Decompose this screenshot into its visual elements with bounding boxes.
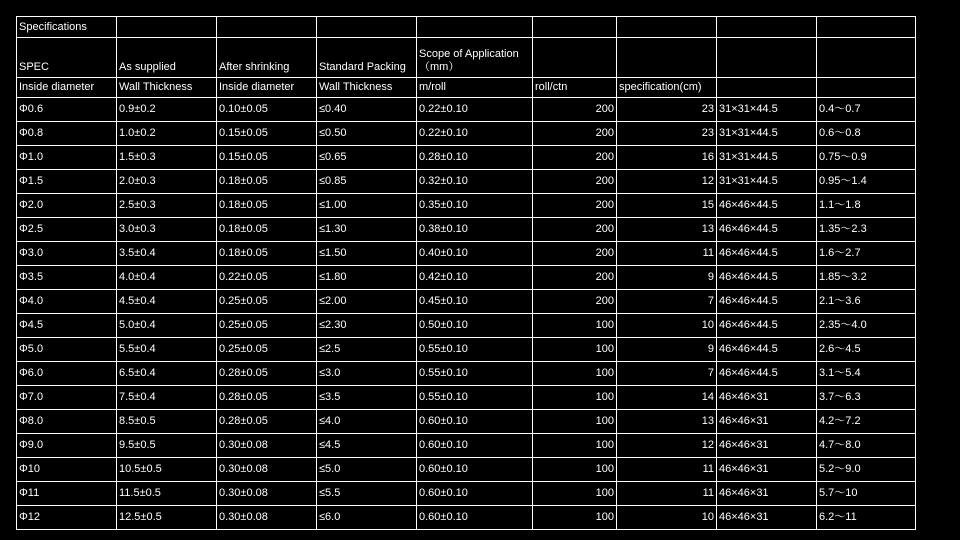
cell-as-supplied-wall-thickness: 6.5±0.4 <box>117 362 217 386</box>
cell-m-per-roll: 0.42±0.10 <box>417 266 533 290</box>
cell-spec-inside-diameter: Φ3.5 <box>17 266 117 290</box>
cell-spec-inside-diameter: Φ7.0 <box>17 386 117 410</box>
cell-specification-cm: 15 <box>617 194 717 218</box>
specifications-table <box>16 16 916 530</box>
cell-roll-per-ctn: 100 <box>533 362 617 386</box>
cell-shrunk-inside-diameter: 0.25±0.05 <box>217 338 317 362</box>
cell-as-supplied-wall-thickness: 4.0±0.4 <box>117 266 217 290</box>
cell-as-supplied-wall-thickness: 2.5±0.3 <box>117 194 217 218</box>
cell-application-range: 0.95～1.4 <box>817 170 916 194</box>
subheader-specification-cm: specification(cm) <box>617 78 717 98</box>
cell-carton-size: 46×46×31 <box>717 506 817 530</box>
cell-specification-cm: 13 <box>617 218 717 242</box>
cell-specification-cm: 11 <box>617 242 717 266</box>
cell-shrunk-wall-thickness: ≤2.00 <box>317 290 417 314</box>
cell-specification-cm: 23 <box>617 98 717 122</box>
cell-roll-per-ctn: 200 <box>533 122 617 146</box>
table-row <box>17 266 916 290</box>
cell-roll-per-ctn: 200 <box>533 218 617 242</box>
cell-as-supplied-wall-thickness: 2.0±0.3 <box>117 170 217 194</box>
cell-spec-inside-diameter: Φ4.5 <box>17 314 117 338</box>
header-standard-packing: Standard Packing <box>317 38 417 78</box>
cell-shrunk-inside-diameter: 0.25±0.05 <box>217 290 317 314</box>
cell-m-per-roll: 0.32±0.10 <box>417 170 533 194</box>
cell-application-range: 5.7～10 <box>817 482 916 506</box>
table-row <box>17 218 916 242</box>
cell-application-range: 2.35～4.0 <box>817 314 916 338</box>
table-row <box>17 410 916 434</box>
cell-shrunk-wall-thickness: ≤4.5 <box>317 434 417 458</box>
cell-m-per-roll: 0.35±0.10 <box>417 194 533 218</box>
cell-shrunk-wall-thickness: ≤2.5 <box>317 338 417 362</box>
cell-spec-inside-diameter: Φ5.0 <box>17 338 117 362</box>
table-row <box>17 506 916 530</box>
cell-m-per-roll: 0.60±0.10 <box>417 506 533 530</box>
cell-application-range: 0.75～0.9 <box>817 146 916 170</box>
cell-m-per-roll: 0.60±0.10 <box>417 410 533 434</box>
cell-roll-per-ctn: 100 <box>533 410 617 434</box>
table-row <box>17 242 916 266</box>
cell-roll-per-ctn: 100 <box>533 386 617 410</box>
header-cell <box>717 38 817 78</box>
cell-shrunk-inside-diameter: 0.30±0.08 <box>217 506 317 530</box>
cell-carton-size: 46×46×44.5 <box>717 266 817 290</box>
cell-carton-size: 46×46×44.5 <box>717 218 817 242</box>
cell-roll-per-ctn: 200 <box>533 242 617 266</box>
cell-shrunk-inside-diameter: 0.28±0.05 <box>217 362 317 386</box>
cell-roll-per-ctn: 100 <box>533 482 617 506</box>
cell-as-supplied-wall-thickness: 3.5±0.4 <box>117 242 217 266</box>
cell-roll-per-ctn: 100 <box>533 338 617 362</box>
cell-shrunk-wall-thickness: ≤4.0 <box>317 410 417 434</box>
header-row-sub <box>17 78 916 98</box>
cell-application-range: 2.1～3.6 <box>817 290 916 314</box>
cell-m-per-roll: 0.55±0.10 <box>417 338 533 362</box>
cell-as-supplied-wall-thickness: 4.5±0.4 <box>117 290 217 314</box>
cell-specification-cm: 16 <box>617 146 717 170</box>
header-cell <box>533 38 617 78</box>
subheader-inside-diameter-after: Inside diameter <box>217 78 317 98</box>
header-as-supplied: As supplied <box>117 38 217 78</box>
cell-shrunk-inside-diameter: 0.10±0.05 <box>217 98 317 122</box>
cell-application-range: 6.2～11 <box>817 506 916 530</box>
cell-shrunk-wall-thickness: ≤1.50 <box>317 242 417 266</box>
cell-roll-per-ctn: 200 <box>533 146 617 170</box>
cell-m-per-roll: 0.55±0.10 <box>417 362 533 386</box>
table-title: Specifications <box>17 17 117 38</box>
cell-carton-size: 46×46×44.5 <box>717 290 817 314</box>
cell-carton-size: 31×31×44.5 <box>717 146 817 170</box>
cell-as-supplied-wall-thickness: 0.9±0.2 <box>117 98 217 122</box>
table-title-row <box>17 17 916 38</box>
cell-shrunk-wall-thickness: ≤3.5 <box>317 386 417 410</box>
cell-application-range: 1.35～2.3 <box>817 218 916 242</box>
table-row <box>17 194 916 218</box>
cell-roll-per-ctn: 200 <box>533 170 617 194</box>
cell-as-supplied-wall-thickness: 8.5±0.5 <box>117 410 217 434</box>
cell-shrunk-inside-diameter: 0.30±0.08 <box>217 482 317 506</box>
cell-as-supplied-wall-thickness: 10.5±0.5 <box>117 458 217 482</box>
cell-shrunk-inside-diameter: 0.15±0.05 <box>217 122 317 146</box>
cell-as-supplied-wall-thickness: 1.5±0.3 <box>117 146 217 170</box>
subheader-wall-thickness: Wall Thickness <box>117 78 217 98</box>
subheader-wall-thickness-after: Wall Thickness <box>317 78 417 98</box>
subheader-inside-diameter: Inside diameter <box>17 78 117 98</box>
cell-specification-cm: 9 <box>617 338 717 362</box>
cell-specification-cm: 7 <box>617 362 717 386</box>
cell-application-range: 0.6～0.8 <box>817 122 916 146</box>
cell-carton-size: 46×46×31 <box>717 482 817 506</box>
cell-specification-cm: 10 <box>617 314 717 338</box>
cell-spec-inside-diameter: Φ1.5 <box>17 170 117 194</box>
cell-carton-size: 46×46×31 <box>717 410 817 434</box>
cell-roll-per-ctn: 200 <box>533 290 617 314</box>
cell-specification-cm: 10 <box>617 506 717 530</box>
cell-application-range: 4.7～8.0 <box>817 434 916 458</box>
cell-carton-size: 46×46×44.5 <box>717 242 817 266</box>
cell-shrunk-wall-thickness: ≤1.30 <box>317 218 417 242</box>
subheader-cell <box>817 78 916 98</box>
table-row <box>17 434 916 458</box>
table-row <box>17 386 916 410</box>
cell-application-range: 3.7～6.3 <box>817 386 916 410</box>
header-after-shrinking: After shrinking <box>217 38 317 78</box>
cell-spec-inside-diameter: Φ9.0 <box>17 434 117 458</box>
cell-spec-inside-diameter: Φ6.0 <box>17 362 117 386</box>
cell-carton-size: 46×46×44.5 <box>717 314 817 338</box>
table-row <box>17 98 916 122</box>
cell-shrunk-wall-thickness: ≤0.40 <box>317 98 417 122</box>
cell-spec-inside-diameter: Φ11 <box>17 482 117 506</box>
cell-shrunk-wall-thickness: ≤6.0 <box>317 506 417 530</box>
cell-application-range: 2.6～4.5 <box>817 338 916 362</box>
cell-carton-size: 46×46×44.5 <box>717 338 817 362</box>
table-row <box>17 482 916 506</box>
cell-shrunk-wall-thickness: ≤1.80 <box>317 266 417 290</box>
header-cell <box>617 38 717 78</box>
cell-shrunk-inside-diameter: 0.18±0.05 <box>217 194 317 218</box>
table-row <box>17 170 916 194</box>
header-cell <box>817 38 916 78</box>
cell-carton-size: 46×46×31 <box>717 434 817 458</box>
cell-specification-cm: 12 <box>617 170 717 194</box>
cell-specification-cm: 11 <box>617 458 717 482</box>
cell-spec-inside-diameter: Φ2.5 <box>17 218 117 242</box>
cell-roll-per-ctn: 100 <box>533 458 617 482</box>
cell-carton-size: 46×46×44.5 <box>717 362 817 386</box>
cell-carton-size: 46×46×31 <box>717 458 817 482</box>
cell-spec-inside-diameter: Φ8.0 <box>17 410 117 434</box>
cell-specification-cm: 7 <box>617 290 717 314</box>
cell-carton-size: 31×31×44.5 <box>717 170 817 194</box>
cell-roll-per-ctn: 200 <box>533 98 617 122</box>
cell-shrunk-wall-thickness: ≤0.85 <box>317 170 417 194</box>
cell-shrunk-inside-diameter: 0.15±0.05 <box>217 146 317 170</box>
cell-m-per-roll: 0.22±0.10 <box>417 98 533 122</box>
header-scope-of-application: Scope of Application（mm） <box>417 38 533 78</box>
cell-shrunk-wall-thickness: ≤2.30 <box>317 314 417 338</box>
cell-shrunk-inside-diameter: 0.22±0.05 <box>217 266 317 290</box>
cell-specification-cm: 11 <box>617 482 717 506</box>
cell-m-per-roll: 0.28±0.10 <box>417 146 533 170</box>
cell-carton-size: 46×46×31 <box>717 386 817 410</box>
cell-carton-size: 46×46×44.5 <box>717 194 817 218</box>
subheader-cell <box>717 78 817 98</box>
cell-shrunk-wall-thickness: ≤0.50 <box>317 122 417 146</box>
table-row <box>17 146 916 170</box>
cell-application-range: 3.1～5.4 <box>817 362 916 386</box>
cell-application-range: 1.1～1.8 <box>817 194 916 218</box>
cell-spec-inside-diameter: Φ3.0 <box>17 242 117 266</box>
cell-application-range: 0.4～0.7 <box>817 98 916 122</box>
cell-specification-cm: 23 <box>617 122 717 146</box>
cell-as-supplied-wall-thickness: 9.5±0.5 <box>117 434 217 458</box>
cell-shrunk-inside-diameter: 0.18±0.05 <box>217 170 317 194</box>
table-row <box>17 314 916 338</box>
table-row <box>17 458 916 482</box>
cell-m-per-roll: 0.55±0.10 <box>417 386 533 410</box>
cell-roll-per-ctn: 200 <box>533 266 617 290</box>
cell-as-supplied-wall-thickness: 11.5±0.5 <box>117 482 217 506</box>
cell-carton-size: 31×31×44.5 <box>717 98 817 122</box>
cell-m-per-roll: 0.38±0.10 <box>417 218 533 242</box>
cell-m-per-roll: 0.60±0.10 <box>417 482 533 506</box>
cell-shrunk-wall-thickness: ≤1.00 <box>317 194 417 218</box>
cell-specification-cm: 9 <box>617 266 717 290</box>
cell-spec-inside-diameter: Φ1.0 <box>17 146 117 170</box>
cell-shrunk-wall-thickness: ≤0.65 <box>317 146 417 170</box>
cell-as-supplied-wall-thickness: 12.5±0.5 <box>117 506 217 530</box>
cell-shrunk-inside-diameter: 0.25±0.05 <box>217 314 317 338</box>
cell-as-supplied-wall-thickness: 5.5±0.4 <box>117 338 217 362</box>
cell-shrunk-inside-diameter: 0.18±0.05 <box>217 242 317 266</box>
cell-shrunk-inside-diameter: 0.28±0.05 <box>217 386 317 410</box>
cell-as-supplied-wall-thickness: 3.0±0.3 <box>117 218 217 242</box>
cell-spec-inside-diameter: Φ4.0 <box>17 290 117 314</box>
cell-application-range: 5.2～9.0 <box>817 458 916 482</box>
table-row <box>17 290 916 314</box>
cell-specification-cm: 13 <box>617 410 717 434</box>
cell-carton-size: 31×31×44.5 <box>717 122 817 146</box>
header-row-main <box>17 38 916 78</box>
cell-specification-cm: 12 <box>617 434 717 458</box>
cell-m-per-roll: 0.40±0.10 <box>417 242 533 266</box>
cell-shrunk-inside-diameter: 0.28±0.05 <box>217 410 317 434</box>
cell-roll-per-ctn: 100 <box>533 506 617 530</box>
cell-shrunk-inside-diameter: 0.30±0.08 <box>217 458 317 482</box>
table-row <box>17 122 916 146</box>
cell-shrunk-inside-diameter: 0.30±0.08 <box>217 434 317 458</box>
cell-spec-inside-diameter: Φ10 <box>17 458 117 482</box>
cell-m-per-roll: 0.45±0.10 <box>417 290 533 314</box>
subheader-roll-per-ctn: roll/ctn <box>533 78 617 98</box>
cell-spec-inside-diameter: Φ2.0 <box>17 194 117 218</box>
cell-application-range: 1.6～2.7 <box>817 242 916 266</box>
cell-shrunk-wall-thickness: ≤5.0 <box>317 458 417 482</box>
cell-roll-per-ctn: 200 <box>533 194 617 218</box>
cell-spec-inside-diameter: Φ0.8 <box>17 122 117 146</box>
cell-m-per-roll: 0.60±0.10 <box>417 458 533 482</box>
cell-specification-cm: 14 <box>617 386 717 410</box>
cell-shrunk-wall-thickness: ≤5.5 <box>317 482 417 506</box>
cell-shrunk-wall-thickness: ≤3.0 <box>317 362 417 386</box>
cell-as-supplied-wall-thickness: 1.0±0.2 <box>117 122 217 146</box>
table-row <box>17 338 916 362</box>
cell-shrunk-inside-diameter: 0.18±0.05 <box>217 218 317 242</box>
subheader-m-per-roll: m/roll <box>417 78 533 98</box>
cell-spec-inside-diameter: Φ0.6 <box>17 98 117 122</box>
cell-application-range: 1.85～3.2 <box>817 266 916 290</box>
cell-as-supplied-wall-thickness: 5.0±0.4 <box>117 314 217 338</box>
cell-roll-per-ctn: 100 <box>533 314 617 338</box>
cell-as-supplied-wall-thickness: 7.5±0.4 <box>117 386 217 410</box>
cell-m-per-roll: 0.22±0.10 <box>417 122 533 146</box>
cell-m-per-roll: 0.60±0.10 <box>417 434 533 458</box>
cell-spec-inside-diameter: Φ12 <box>17 506 117 530</box>
header-spec: SPEC <box>17 38 117 78</box>
table-row <box>17 362 916 386</box>
cell-roll-per-ctn: 100 <box>533 434 617 458</box>
cell-m-per-roll: 0.50±0.10 <box>417 314 533 338</box>
cell-application-range: 4.2～7.2 <box>817 410 916 434</box>
